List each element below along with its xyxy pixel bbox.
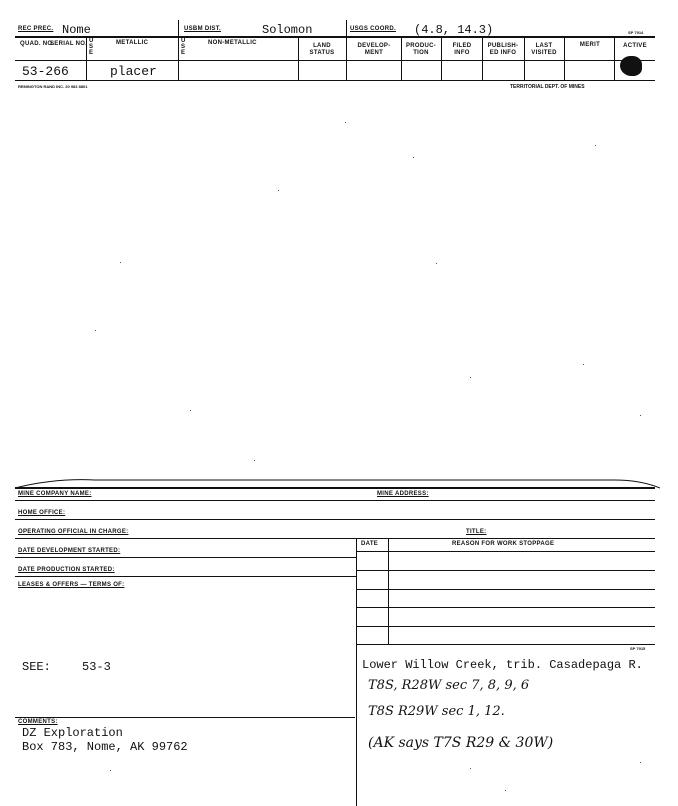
col-published-info: PUBLISH- ED INFO (487, 43, 519, 56)
comments-line-1: DZ Exploration (22, 726, 123, 740)
location-line: Lower Willow Creek, trib. Casadepaga R. (362, 658, 643, 672)
form-code-bottom: SP 7915 (630, 646, 646, 651)
footer-left-code: REMINGTON RAND INC. 20 983 8801 (18, 84, 88, 89)
col-land-status: LAND STATUS (309, 43, 335, 56)
handwritten-line-3: (AK says T7S R29 & 30W) (368, 735, 554, 751)
date-production-label: DATE PRODUCTION STARTED: (18, 567, 115, 573)
col-production: PRODUC- TION (405, 43, 437, 56)
see-value: 53-3 (82, 660, 111, 674)
mine-address-label: MINE ADDRESS: (377, 491, 429, 497)
title-label: TITLE: (466, 529, 487, 535)
usbm-dist-label: USBM DIST. (184, 26, 222, 32)
col-metallic: METALLIC (116, 40, 149, 46)
col-last-visited: LAST VISITED (531, 43, 557, 56)
home-office-label: HOME OFFICE: (18, 510, 66, 516)
col-use-metallic: U S E (89, 38, 94, 56)
handwritten-line-2: T8S R29W sec 1, 12. (368, 704, 505, 719)
col-development: DEVELOP- MENT (357, 43, 391, 56)
col-serial-no: SERIAL NO. (50, 41, 88, 47)
reason-col-label: REASON FOR WORK STOPPAGE (452, 541, 555, 547)
col-use-nonmetallic: U S E (181, 38, 186, 56)
usgs-coord-value: (4.8, 14.3) (414, 23, 494, 37)
footer-right-code: TERRITORIAL DEPT. OF MINES (510, 84, 585, 90)
col-nonmetallic: NON-METALLIC (208, 40, 257, 46)
header-top-rule (15, 36, 655, 38)
mine-company-label: MINE COMPANY NAME: (18, 491, 92, 497)
leases-label: LEASES & OFFERS — TERMS OF: (18, 582, 125, 588)
rec-prec-label: REC PREC. (18, 26, 54, 32)
date-col-label: DATE (361, 541, 379, 547)
col-merit: MERIT (579, 42, 601, 48)
card-edge-curve (15, 474, 660, 494)
punch-hole-mark (620, 56, 642, 76)
usgs-coord-label: USGS COORD. (350, 26, 396, 32)
date-development-label: DATE DEVELOPMENT STARTED: (18, 548, 121, 554)
header-bottom-rule (15, 80, 655, 81)
handwritten-line-1: T8S, R28W sec 7, 8, 9, 6 (368, 678, 530, 693)
col-active: ACTIVE (623, 43, 647, 49)
see-label: SEE: (22, 660, 51, 674)
header-mid-rule (15, 60, 655, 61)
usbm-dist-value: Solomon (262, 23, 313, 37)
row-metallic: placer (110, 64, 157, 79)
col-filed-info: FILED INFO (452, 43, 472, 56)
comments-line-2: Box 783, Nome, AK 99762 (22, 740, 188, 754)
col-quad-no: QUAD. NO. (20, 41, 55, 47)
row-quad-no: 53-266 (22, 64, 69, 79)
rec-prec-value: Nome (62, 23, 91, 37)
form-code-top: SP 7914 (628, 30, 644, 35)
comments-label: COMMENTS: (18, 719, 58, 725)
operating-official-label: OPERATING OFFICIAL IN CHARGE: (18, 529, 129, 535)
